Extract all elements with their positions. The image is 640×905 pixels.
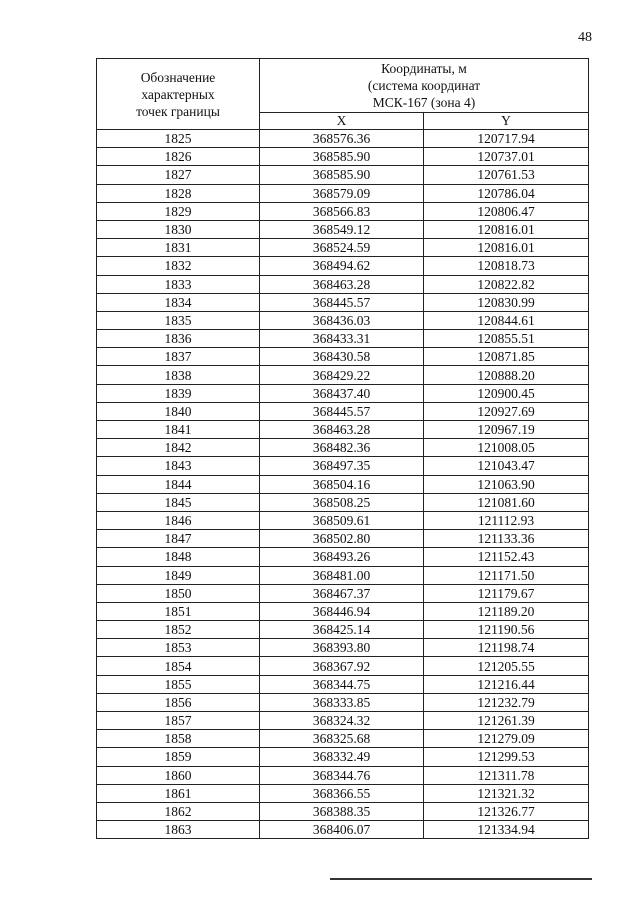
cell-y: 120967.19	[424, 421, 589, 439]
cell-point-id: 1850	[97, 584, 260, 602]
table-row	[97, 220, 589, 238]
cell-x: 368467.37	[260, 584, 424, 602]
cell-x: 368433.31	[260, 330, 424, 348]
cell-point-id: 1856	[97, 693, 260, 711]
cell-x: 368437.40	[260, 384, 424, 402]
cell-y: 121326.77	[424, 802, 589, 820]
cell-point-id: 1841	[97, 421, 260, 439]
cell-point-id: 1843	[97, 457, 260, 475]
cell-y: 120737.01	[424, 148, 589, 166]
cell-y: 121198.74	[424, 639, 589, 657]
cell-point-id: 1840	[97, 402, 260, 420]
cell-x: 368579.09	[260, 184, 424, 202]
cell-point-id: 1826	[97, 148, 260, 166]
table-row	[97, 184, 589, 202]
cell-x: 368367.92	[260, 657, 424, 675]
cell-x: 368429.22	[260, 366, 424, 384]
table-row	[97, 766, 589, 784]
table-row	[97, 166, 589, 184]
cell-x: 368494.62	[260, 257, 424, 275]
page-number: 48	[578, 30, 592, 45]
cell-x: 368482.36	[260, 439, 424, 457]
cell-x: 368333.85	[260, 693, 424, 711]
cell-point-id: 1849	[97, 566, 260, 584]
cell-point-id: 1858	[97, 730, 260, 748]
cell-x: 368481.00	[260, 566, 424, 584]
cell-x: 368344.75	[260, 675, 424, 693]
cell-x: 368393.80	[260, 639, 424, 657]
cell-x: 368504.16	[260, 475, 424, 493]
cell-x: 368388.35	[260, 802, 424, 820]
cell-point-id: 1863	[97, 821, 260, 839]
table-row	[97, 693, 589, 711]
cell-y: 121081.60	[424, 493, 589, 511]
cell-x: 368325.68	[260, 730, 424, 748]
cell-point-id: 1825	[97, 130, 260, 148]
cell-point-id: 1859	[97, 748, 260, 766]
bottom-rule	[330, 878, 592, 880]
cell-point-id: 1839	[97, 384, 260, 402]
cell-y: 120927.69	[424, 402, 589, 420]
table-header	[97, 59, 589, 130]
cell-point-id: 1836	[97, 330, 260, 348]
cell-y: 120816.01	[424, 239, 589, 257]
cell-x: 368332.49	[260, 748, 424, 766]
cell-point-id: 1847	[97, 530, 260, 548]
cell-x: 368366.55	[260, 784, 424, 802]
cell-y: 120818.73	[424, 257, 589, 275]
cell-x: 368566.83	[260, 202, 424, 220]
cell-point-id: 1835	[97, 311, 260, 329]
header-coords-line: Координаты, м	[381, 60, 467, 76]
cell-y: 120816.01	[424, 220, 589, 238]
table-row	[97, 657, 589, 675]
cell-y: 121043.47	[424, 457, 589, 475]
table-row	[97, 748, 589, 766]
cell-y: 120871.85	[424, 348, 589, 366]
cell-y: 121311.78	[424, 766, 589, 784]
cell-y: 121179.67	[424, 584, 589, 602]
table-row	[97, 602, 589, 620]
cell-y: 121261.39	[424, 712, 589, 730]
cell-point-id: 1832	[97, 257, 260, 275]
cell-x: 368406.07	[260, 821, 424, 839]
cell-point-id: 1833	[97, 275, 260, 293]
header-y: Y	[424, 112, 589, 129]
cell-x: 368344.76	[260, 766, 424, 784]
header-coords-line: (система координат	[367, 77, 481, 93]
coordinates-table	[96, 58, 589, 839]
cell-y: 121190.56	[424, 621, 589, 639]
cell-x: 368585.90	[260, 166, 424, 184]
table-row	[97, 730, 589, 748]
cell-x: 368585.90	[260, 148, 424, 166]
table-row	[97, 548, 589, 566]
cell-point-id: 1831	[97, 239, 260, 257]
table-row	[97, 239, 589, 257]
table-row	[97, 621, 589, 639]
cell-y: 121299.53	[424, 748, 589, 766]
cell-y: 120844.61	[424, 311, 589, 329]
table-row	[97, 675, 589, 693]
header-point-line: точек границы	[136, 103, 220, 119]
cell-point-id: 1828	[97, 184, 260, 202]
cell-point-id: 1851	[97, 602, 260, 620]
cell-point-id: 1861	[97, 784, 260, 802]
table-row	[97, 584, 589, 602]
cell-x: 368463.28	[260, 421, 424, 439]
cell-y: 121133.36	[424, 530, 589, 548]
cell-x: 368430.58	[260, 348, 424, 366]
cell-point-id: 1846	[97, 511, 260, 529]
cell-point-id: 1844	[97, 475, 260, 493]
cell-x: 368425.14	[260, 621, 424, 639]
cell-point-id: 1827	[97, 166, 260, 184]
table-row	[97, 712, 589, 730]
cell-y: 120888.20	[424, 366, 589, 384]
cell-y: 121112.93	[424, 511, 589, 529]
cell-x: 368509.61	[260, 511, 424, 529]
cell-y: 120855.51	[424, 330, 589, 348]
cell-x: 368324.32	[260, 712, 424, 730]
cell-y: 120761.53	[424, 166, 589, 184]
cell-x: 368524.59	[260, 239, 424, 257]
cell-y: 121321.32	[424, 784, 589, 802]
cell-point-id: 1834	[97, 293, 260, 311]
cell-point-id: 1855	[97, 675, 260, 693]
cell-point-id: 1842	[97, 439, 260, 457]
table-row	[97, 566, 589, 584]
cell-y: 121008.05	[424, 439, 589, 457]
table-row	[97, 202, 589, 220]
cell-point-id: 1830	[97, 220, 260, 238]
cell-x: 368436.03	[260, 311, 424, 329]
table-row	[97, 275, 589, 293]
cell-y: 120786.04	[424, 184, 589, 202]
cell-x: 368493.26	[260, 548, 424, 566]
cell-point-id: 1853	[97, 639, 260, 657]
table-row	[97, 457, 589, 475]
cell-y: 121216.44	[424, 675, 589, 693]
cell-y: 120830.99	[424, 293, 589, 311]
cell-y: 121279.09	[424, 730, 589, 748]
cell-point-id: 1829	[97, 202, 260, 220]
cell-x: 368549.12	[260, 220, 424, 238]
table-row	[97, 257, 589, 275]
table-row	[97, 639, 589, 657]
cell-y: 121152.43	[424, 548, 589, 566]
table-row	[97, 130, 589, 148]
cell-x: 368445.57	[260, 293, 424, 311]
cell-y: 121334.94	[424, 821, 589, 839]
cell-y: 120900.45	[424, 384, 589, 402]
cell-y: 120717.94	[424, 130, 589, 148]
cell-y: 120822.82	[424, 275, 589, 293]
header-x: X	[260, 112, 424, 129]
cell-point-id: 1848	[97, 548, 260, 566]
cell-point-id: 1852	[97, 621, 260, 639]
cell-point-id: 1837	[97, 348, 260, 366]
cell-y: 121063.90	[424, 475, 589, 493]
cell-point-id: 1860	[97, 766, 260, 784]
header-point-label	[97, 59, 260, 130]
table-row	[97, 311, 589, 329]
cell-x: 368445.57	[260, 402, 424, 420]
cell-y: 121232.79	[424, 693, 589, 711]
header-point-line: Обозначение	[140, 69, 216, 85]
table-body	[97, 130, 589, 839]
table-row	[97, 475, 589, 493]
cell-x: 368463.28	[260, 275, 424, 293]
table-row	[97, 802, 589, 820]
table-row	[97, 784, 589, 802]
table-row	[97, 530, 589, 548]
cell-point-id: 1854	[97, 657, 260, 675]
cell-x: 368576.36	[260, 130, 424, 148]
cell-point-id: 1862	[97, 802, 260, 820]
cell-y: 121205.55	[424, 657, 589, 675]
cell-x: 368502.80	[260, 530, 424, 548]
header-point-line: характерных	[141, 86, 215, 102]
cell-x: 368508.25	[260, 493, 424, 511]
cell-point-id: 1845	[97, 493, 260, 511]
header-coords-line: МСК-167 (зона 4)	[372, 94, 476, 110]
cell-x: 368497.35	[260, 457, 424, 475]
table-row	[97, 821, 589, 839]
cell-y: 121189.20	[424, 602, 589, 620]
header-coordinates	[260, 59, 589, 113]
cell-y: 121171.50	[424, 566, 589, 584]
table-row	[97, 439, 589, 457]
table-row	[97, 348, 589, 366]
table-row	[97, 366, 589, 384]
table-row	[97, 148, 589, 166]
table-row	[97, 330, 589, 348]
cell-point-id: 1857	[97, 712, 260, 730]
cell-y: 120806.47	[424, 202, 589, 220]
table-row	[97, 402, 589, 420]
table-row	[97, 384, 589, 402]
table-row	[97, 293, 589, 311]
table-row	[97, 511, 589, 529]
table-row	[97, 493, 589, 511]
table-row	[97, 421, 589, 439]
cell-x: 368446.94	[260, 602, 424, 620]
cell-point-id: 1838	[97, 366, 260, 384]
